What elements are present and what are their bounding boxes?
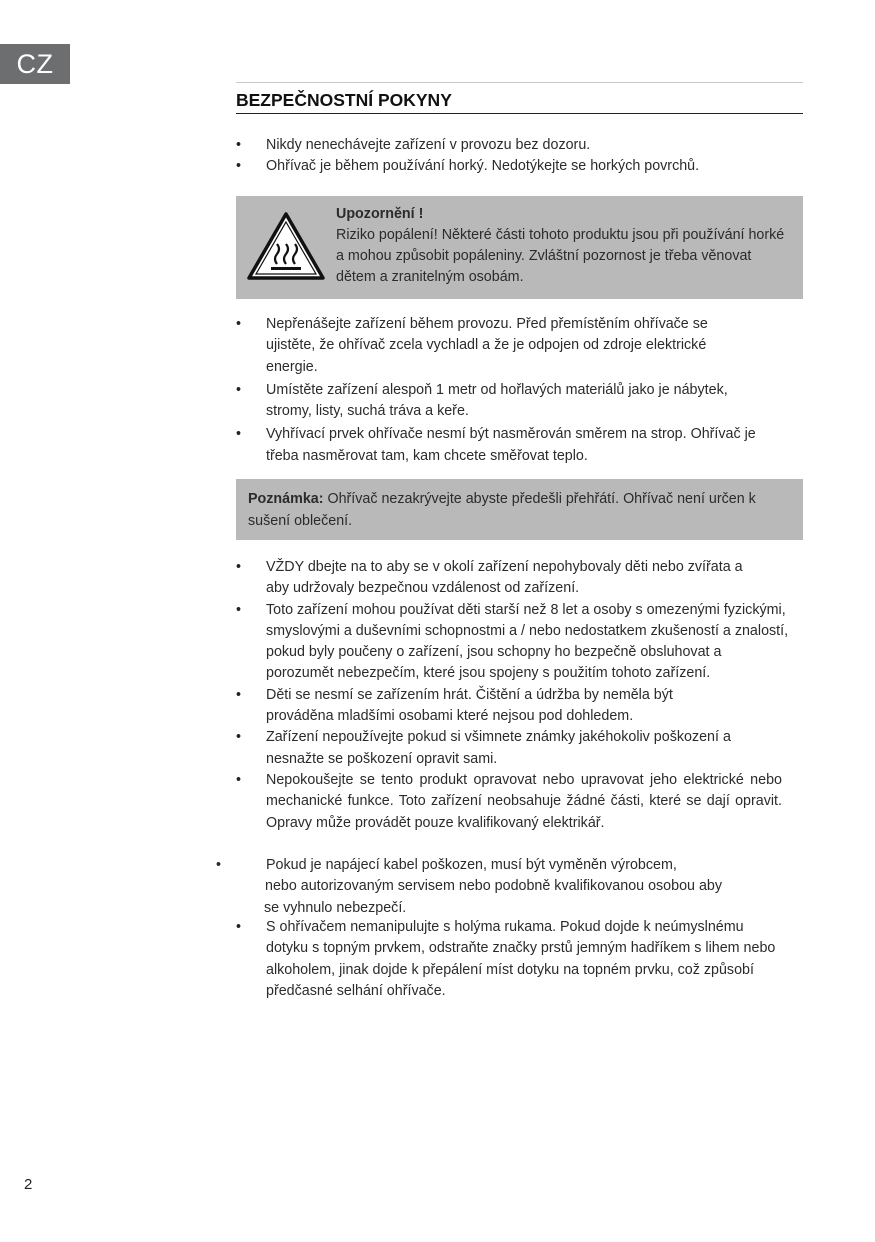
safety-list-bottom [236,557,796,834]
warning-text-block [336,204,786,288]
safety-list-middle [236,314,756,467]
list-item: • Toto zařízení mohou používat děti starší než 8 let a osoby s omezenými fyzickými, smyslovými a duševními schopnostmi a / nebo nedostatkem zkušeností a znalostí, pokud byly poučeny o zařízení, jsou schopny ho bezpečně obsluhovat a porozumět nebezpečím, které jsou spojeny s použitím tohoto zařízení. [236,600,796,685]
list-item-misaligned [216,855,796,919]
list-item-line: se vyhnulo nebezpečí. [264,899,407,916]
list-item: • Nikdy nenechávejte zařízení v provozu bez dozoru. [236,135,803,156]
note-label: Poznámka: [248,491,324,507]
list-item: • Zařízení nepoužívejte pokud si všimnete známky jakéhokoliv poškození a nesnažte se poškození opravit sami. [236,727,796,770]
list-item: • Ohřívač je během používání horký. Nedotýkejte se horkých povrchů. [236,156,803,177]
top-divider [236,82,803,83]
warning-title: Upozornění ! [336,206,424,222]
section-heading: BEZPEČNOSTNÍ POKYNY [236,87,803,114]
list-item-line: nebo autorizovaným servisem nebo podobně kvalifikovanou osobou aby [265,878,722,895]
note-text-block [248,488,768,532]
language-tab: CZ [0,44,70,84]
list-item: • S ohřívačem nemanipulujte s holýma rukama. Pokud dojde k neúmyslnému dotyku s topným prvkem, odstraňte značky prstů jemným hadříkem s lihem nebo alkoholem, jinak dojde k přepálení míst dotyku na topném prvku, což způsobí předčasné selhání ohřívače. [236,917,796,1002]
hot-surface-warning-icon [246,210,326,282]
warning-body: Riziko popálení! Některé části tohoto produktu jsou při používání horké a mohou způsobit popáleniny. Zvláštní pozornost je třeba věnovat dětem a zranitelným osobám. [336,227,785,285]
list-item: • VŽDY dbejte na to aby se v okolí zařízení nepohybovaly děti nebo zvířata a aby udržovaly bezpečnou vzdálenost od zařízení. [236,557,796,600]
list-item: • Umístěte zařízení alespoň 1 metr od hořlavých materiálů jako je nábytek, stromy, listy, suchá tráva a keře. [236,380,756,423]
warning-box [236,196,803,299]
list-item: • Vyhřívací prvek ohřívače nesmí být nasměrován směrem na strop. Ohřívač je třeba nasměrovat tam, kam chcete směřovat teplo. [236,424,756,467]
list-item-line: Pokud je napájecí kabel poškozen, musí být vyměněn výrobcem, [266,857,677,873]
note-box [236,479,803,540]
bullet-mark: • [216,857,222,873]
safety-list-last [236,917,796,1002]
list-item: • Nepokoušejte se tento produkt opravovat nebo upravovat jeho elektrické nebo mechanické funkce. Toto zařízení neobsahuje žádné části, které se dají opravit. Opravy může provádět pouze kvalifikovaný elektrikář. [236,770,796,834]
list-item: • Nepřenášejte zařízení během provozu. Před přemístěním ohřívače se ujistěte, že ohřívač zcela vychladl a že je odpojen od zdroje elektrické energie. [236,314,756,378]
page-number: 2 [24,1176,33,1193]
note-body: Ohřívač nezakrývejte abyste předešli přehřátí. Ohřívač není určen k sušení oblečení. [248,491,756,529]
safety-list-top [236,135,803,178]
list-item: • Děti se nesmí se zařízením hrát. Čištění a údržba by neměla být prováděna mladšími osobami které nejsou pod dohledem. [236,685,796,728]
